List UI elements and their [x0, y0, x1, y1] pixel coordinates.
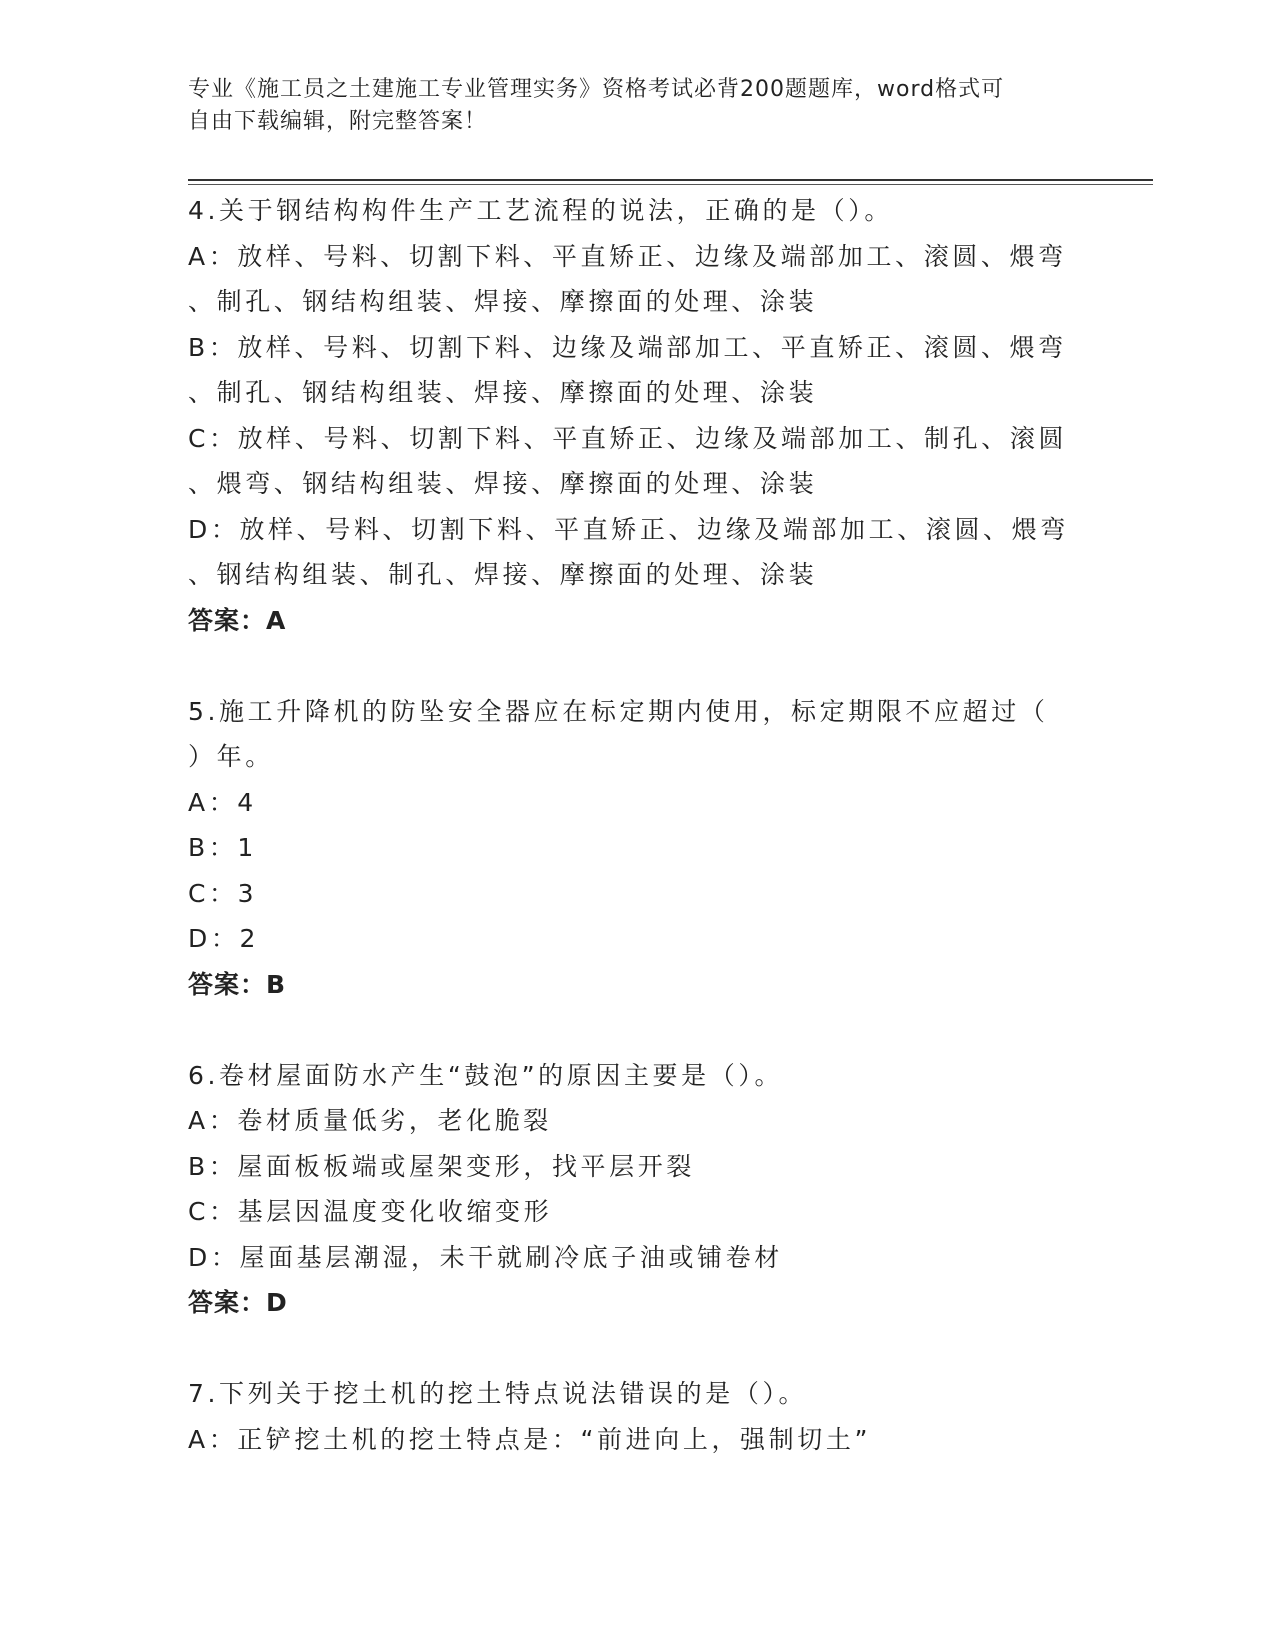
document-header [188, 74, 1068, 138]
answer-label: 答案：D [188, 1288, 288, 1317]
answer-label: 答案：A [188, 605, 287, 635]
spacer [188, 1326, 1068, 1372]
header-line-2: 自由下载编辑，附完整答案！ [188, 109, 488, 134]
question-block [188, 1371, 1068, 1462]
option-b: B：放样、号料、切割下料、边缘及端部加工、平直矫正、滚圆、煨弯 [188, 332, 1067, 362]
option-a: A：卷材质量低劣，老化脆裂 [188, 1106, 552, 1135]
option-b: B：屋面板板端或屋架变形，找平层开裂 [188, 1151, 695, 1181]
option-c: C：放样、号料、切割下料、平直矫正、边缘及端部加工、制孔、滚圆 [188, 423, 1068, 453]
header-line-1: 专业《施工员之土建施工专业管理实务》资格考试必背200题题库，word格式可 [188, 77, 1005, 102]
option-c-continued: 、煨弯、钢结构组装、焊接、摩擦面的处理、涂装 [188, 469, 818, 498]
answer-label: 答案：B [188, 969, 287, 999]
option-c: C：3 [188, 878, 258, 908]
spacer [188, 643, 1068, 689]
question-stem: 7.下列关于挖土机的挖土特点说法错误的是（）。 [188, 1379, 808, 1408]
option-b-continued: 、制孔、钢结构组装、焊接、摩擦面的处理、涂装 [188, 378, 818, 407]
option-d: D：屋面基层潮湿，未干就刷冷底子油或铺卷材 [188, 1242, 783, 1272]
question-stem-continued: ）年。 [188, 742, 274, 771]
question-stem: 6.卷材屋面防水产生“鼓泡”的原因主要是（）。 [188, 1060, 784, 1090]
question-block [188, 188, 1068, 643]
option-c: C：基层因温度变化收缩变形 [188, 1197, 553, 1226]
option-d: D：放样、号料、切割下料、平直矫正、边缘及端部加工、滚圆、煨弯 [188, 514, 1069, 544]
spacer [188, 1007, 1068, 1053]
option-a-continued: 、制孔、钢结构组装、焊接、摩擦面的处理、涂装 [188, 287, 818, 316]
option-d-continued: 、钢结构组装、制孔、焊接、摩擦面的处理、涂装 [188, 560, 818, 589]
question-stem: 4.关于钢结构构件生产工艺流程的说法，正确的是（）。 [188, 196, 893, 225]
question-block [188, 689, 1068, 1008]
question-block [188, 1053, 1068, 1326]
header-divider-thick [188, 179, 1153, 181]
question-stem: 5.施工升降机的防坠安全器应在标定期内使用，标定期限不应超过（ [188, 696, 1049, 726]
question-list [188, 188, 1068, 1462]
option-b: B：1 [188, 833, 257, 862]
option-a: A：正铲挖土机的挖土特点是：“前进向上，强制切土” [188, 1424, 872, 1454]
option-d: D：2 [188, 924, 259, 953]
option-a: A：4 [188, 787, 257, 817]
option-a: A：放样、号料、切割下料、平直矫正、边缘及端部加工、滚圆、煨弯 [188, 241, 1067, 271]
header-divider-thin [188, 184, 1153, 185]
